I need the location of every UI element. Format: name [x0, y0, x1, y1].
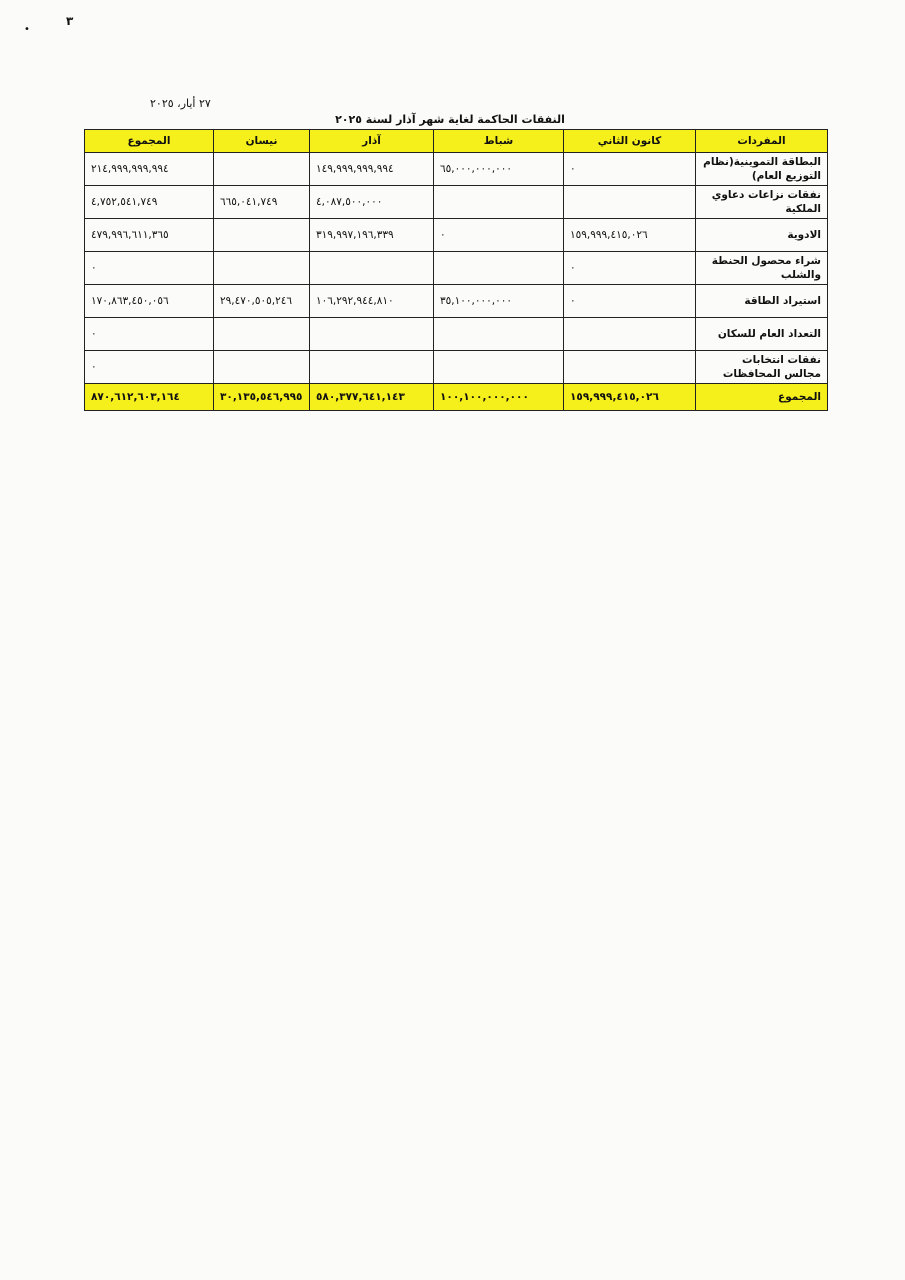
cell-march: ٤,٠٨٧,٥٠٠,٠٠٠: [310, 186, 434, 219]
table-row: [85, 285, 828, 318]
cell-february: [434, 351, 564, 384]
total-april: ٣٠,١٣٥,٥٤٦,٩٩٥: [214, 384, 310, 411]
page-number-mark: ٣: [66, 14, 74, 28]
table-row: [85, 219, 828, 252]
cell-february: [434, 318, 564, 351]
cell-march: [310, 351, 434, 384]
cell-february: [434, 186, 564, 219]
cell-january: ٠: [564, 153, 696, 186]
cell-january: [564, 318, 696, 351]
table-row: [85, 252, 828, 285]
table-row: [85, 318, 828, 351]
cell-april: ٢٩,٤٧٠,٥٠٥,٢٤٦: [214, 285, 310, 318]
header-january: كانون الثاني: [564, 130, 696, 153]
row-label: التعداد العام للسكان: [696, 318, 828, 351]
cell-total: ٢١٤,٩٩٩,٩٩٩,٩٩٤: [85, 153, 214, 186]
cell-march: ٣١٩,٩٩٧,١٩٦,٣٣٩: [310, 219, 434, 252]
row-label: الادوية: [696, 219, 828, 252]
header-total: المجموع: [85, 130, 214, 153]
table-title: النفقات الحاكمة لغاية شهر آذار لسنة ٢٠٢٥: [335, 113, 565, 126]
header-items: المفردات: [696, 130, 828, 153]
total-march: ٥٨٠,٣٧٧,٦٤١,١٤٣: [310, 384, 434, 411]
table-row: [85, 186, 828, 219]
row-label: البطاقة التموينية(نظام التوزيع العام): [696, 153, 828, 186]
cell-march: ١٠٦,٢٩٢,٩٤٤,٨١٠: [310, 285, 434, 318]
table-row: [85, 351, 828, 384]
cell-april: [214, 219, 310, 252]
cell-january: [564, 351, 696, 384]
table-row: [85, 153, 828, 186]
header-march: آذار: [310, 130, 434, 153]
expenditure-table: [84, 129, 828, 411]
cell-total: ٤,٧٥٢,٥٤١,٧٤٩: [85, 186, 214, 219]
cell-january: [564, 186, 696, 219]
cell-april: [214, 252, 310, 285]
cell-february: ٣٥,١٠٠,٠٠٠,٠٠٠: [434, 285, 564, 318]
cell-total: ١٧٠,٨٦٣,٤٥٠,٠٥٦: [85, 285, 214, 318]
cell-march: [310, 252, 434, 285]
row-label: استيراد الطاقة: [696, 285, 828, 318]
table-total-row: [85, 384, 828, 411]
cell-april: [214, 351, 310, 384]
cell-january: ٠: [564, 252, 696, 285]
cell-january: ١٥٩,٩٩٩,٤١٥,٠٢٦: [564, 219, 696, 252]
cell-total: ٠: [85, 252, 214, 285]
margin-dot: •: [24, 24, 30, 35]
total-label: المجموع: [696, 384, 828, 411]
total-february: ١٠٠,١٠٠,٠٠٠,٠٠٠: [434, 384, 564, 411]
cell-february: ٠: [434, 219, 564, 252]
cell-april: [214, 318, 310, 351]
total-grand: ٨٧٠,٦١٢,٦٠٣,١٦٤: [85, 384, 214, 411]
row-label: نفقات نزاعات دعاوي الملكية: [696, 186, 828, 219]
cell-total: ٠: [85, 318, 214, 351]
document-date: ٢٧ أيار، ٢٠٢٥: [150, 97, 211, 110]
cell-april: ٦٦٥,٠٤١,٧٤٩: [214, 186, 310, 219]
row-label: نفقات انتخابات مجالس المحافظات: [696, 351, 828, 384]
cell-total: ٤٧٩,٩٩٦,٦١١,٣٦٥: [85, 219, 214, 252]
cell-february: ٦٥,٠٠٠,٠٠٠,٠٠٠: [434, 153, 564, 186]
cell-march: ١٤٩,٩٩٩,٩٩٩,٩٩٤: [310, 153, 434, 186]
header-february: شباط: [434, 130, 564, 153]
cell-total: ٠: [85, 351, 214, 384]
cell-march: [310, 318, 434, 351]
row-label: شراء محصول الحنطة والشلب: [696, 252, 828, 285]
cell-april: [214, 153, 310, 186]
total-january: ١٥٩,٩٩٩,٤١٥,٠٢٦: [564, 384, 696, 411]
header-april: نيسان: [214, 130, 310, 153]
cell-january: ٠: [564, 285, 696, 318]
table-header-row: [85, 130, 828, 153]
cell-february: [434, 252, 564, 285]
